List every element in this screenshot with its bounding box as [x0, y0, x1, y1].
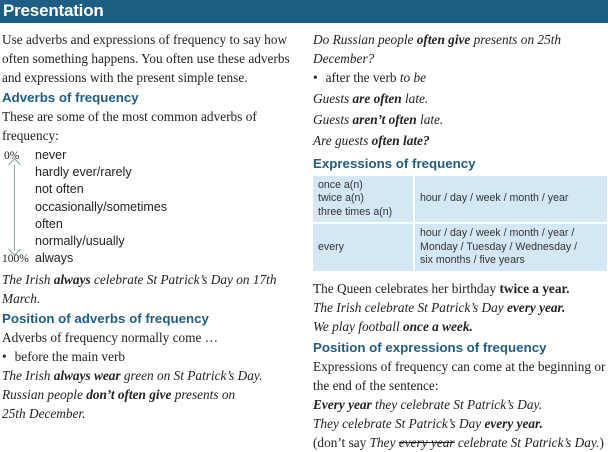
example-queen: The Queen celebrates her birthday twice a year.	[313, 281, 570, 296]
intro-text: Use adverbs and expressions of frequency to say how often something happens. You often use these adverbs and expressions with the present simple tense.	[2, 32, 290, 85]
scale-line	[14, 165, 15, 251]
example-are-guests: Are guests often late?	[313, 133, 430, 148]
expressions-heading: Expressions of frequency	[313, 156, 476, 171]
dont-say-note: (don’t say They every year celebrate St Patrick’s Day.)	[313, 435, 604, 450]
table-row	[313, 176, 607, 223]
example-dont-often-give: Russian people don’t often give presents on	[2, 387, 236, 402]
page-title: Presentation	[3, 1, 104, 20]
header-bar	[0, 0, 608, 23]
adverb-item: never	[35, 148, 67, 162]
table-cell: every	[313, 223, 414, 271]
adverb-item: always	[35, 251, 74, 265]
table-cell: once a(n) twice a(n) three times a(n)	[313, 176, 414, 223]
position-expressions-text: Expressions of frequency can come at the beginning or the end of the sentence:	[313, 359, 606, 393]
adverb-item: not often	[35, 182, 84, 196]
example-football: We play football once a week.	[313, 319, 473, 334]
example-irish-every-year: The Irish celebrate St Patrick’s Day every year.	[313, 300, 566, 315]
example-always: The Irish always celebrate St Patrick’s Day on 17th March.	[2, 272, 277, 306]
position-expressions-heading: Position of expressions of frequency	[313, 340, 547, 355]
adverb-item: often	[35, 217, 63, 231]
adverb-item: occasionally/sometimes	[35, 200, 167, 214]
left-column	[2, 30, 298, 423]
position-intro: Adverbs of frequency normally come …	[2, 330, 219, 345]
position-adverbs-heading: Position of adverbs of frequency	[2, 311, 209, 326]
example-are-often: Guests are often late.	[313, 91, 429, 106]
table-cell: hour / day / week / month / year / Monday / Tuesday / Wednesday / six months / five years	[414, 223, 607, 271]
adverb-item: normally/usually	[35, 234, 125, 248]
scale-bottom-label: 100%	[2, 253, 29, 265]
bullet-after-to-be: • after the verb to be	[313, 68, 608, 87]
expressions-table	[313, 176, 607, 271]
adverbs-intro: These are some of the most common adverbs of frequency:	[2, 109, 257, 143]
table-cell: hour / day / week / month / year	[414, 176, 607, 223]
adverb-item: hardly ever/rarely	[35, 165, 132, 179]
frequency-scale	[2, 148, 298, 268]
example-always-wear: The Irish always wear green on St Patrick’s Day.	[2, 368, 263, 383]
example-every-year-begin: Every year they celebrate St Patrick’s Day.	[313, 397, 543, 412]
scale-top-label: 0%	[4, 150, 20, 162]
example-every-year-end: They celebrate St Patrick’s Day every year.	[313, 416, 543, 431]
right-column	[313, 30, 608, 452]
example-arent-often: Guests aren’t often late.	[313, 112, 444, 127]
table-row	[313, 223, 607, 271]
example-dont-often-give-line2: 25th December.	[2, 406, 86, 421]
example-question: Do Russian people often give presents on 25th December?	[313, 32, 562, 66]
bullet-before-verb: • before the main verb	[2, 347, 298, 366]
adverbs-heading: Adverbs of frequency	[2, 90, 139, 105]
